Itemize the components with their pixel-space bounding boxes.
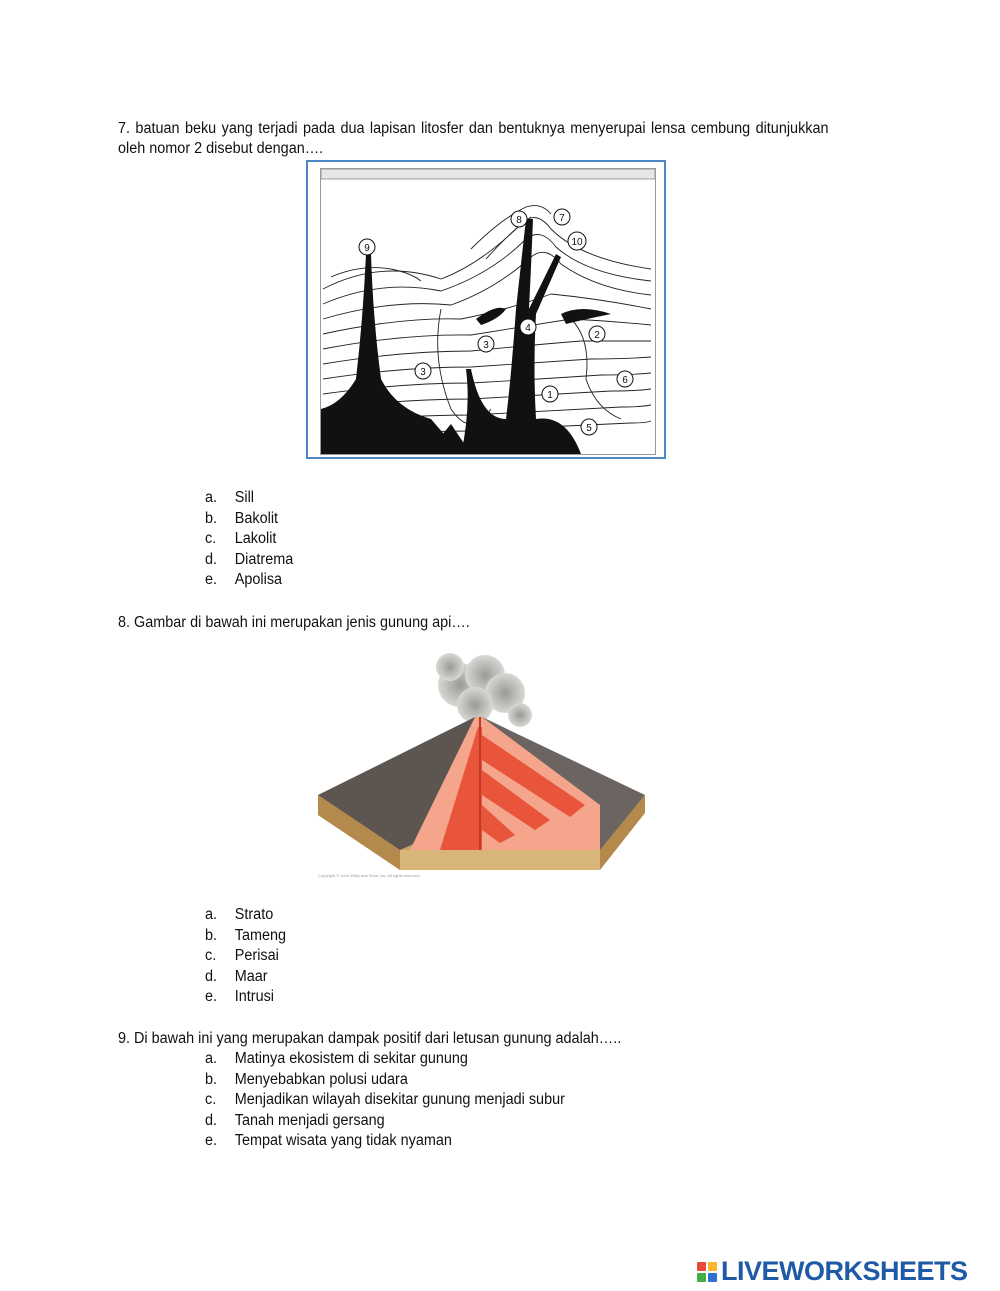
option-row[interactable]: a. Matinya ekosistem di sekitar gunung bbox=[205, 1050, 468, 1067]
figure-label: 9 bbox=[364, 243, 370, 254]
brand-name: LIVEWORKSHEETS bbox=[721, 1256, 968, 1286]
question-9-options bbox=[205, 1049, 565, 1152]
question-8-options bbox=[205, 905, 286, 1008]
figure-label: 5 bbox=[586, 423, 592, 434]
option-row[interactable]: d. Diatrema bbox=[205, 550, 294, 568]
question-8-text: 8. Gambar di bawah ini merupakan jenis gunung api…. bbox=[118, 614, 470, 631]
question-9-text: 9. Di bawah ini yang merupakan dampak positif dari letusan gunung adalah….. bbox=[118, 1030, 622, 1047]
option-row[interactable]: e. Tempat wisata yang tidak nyaman bbox=[205, 1132, 452, 1150]
question-7-text: 7. batuan beku yang terjadi pada dua lapisan litosfer dan bentuknya menyerupai lensa cembung ditunjukkan oleh nomor 2 disebut dengan…. bbox=[118, 120, 829, 157]
option-row[interactable]: a. Strato bbox=[205, 906, 274, 923]
figure-label: 1 bbox=[547, 390, 553, 401]
question-7-options bbox=[205, 488, 293, 591]
intrusion-diagram bbox=[306, 160, 666, 459]
option-row[interactable]: d. Maar bbox=[205, 967, 268, 985]
figure-label: 10 bbox=[571, 237, 583, 248]
figure-label: 2 bbox=[594, 330, 600, 341]
image-copyright: Copyright © John Wiley and Sons, Inc. All rights reserved. bbox=[318, 873, 421, 878]
option-row[interactable]: b. Bakolit bbox=[205, 509, 279, 527]
option-row[interactable]: c. Lakolit bbox=[205, 530, 277, 548]
stratovolcano-illustration bbox=[310, 645, 655, 885]
figure-label: 4 bbox=[525, 323, 531, 334]
option-row[interactable]: c. Menjadikan wilayah disekitar gunung menjadi subur bbox=[205, 1091, 565, 1109]
option-row[interactable]: b. Tameng bbox=[205, 926, 287, 944]
intrusion-diagram-drawing bbox=[321, 169, 655, 454]
volcano-drawing bbox=[310, 645, 655, 885]
figure-label: 7 bbox=[559, 213, 565, 224]
option-row[interactable]: e. Apolisa bbox=[205, 571, 283, 589]
option-row[interactable]: c. Perisai bbox=[205, 947, 279, 965]
option-row[interactable]: e. Intrusi bbox=[205, 988, 275, 1006]
option-row[interactable]: a. Sill bbox=[205, 489, 254, 506]
figure-label: 6 bbox=[622, 375, 628, 386]
logo-icon bbox=[697, 1262, 717, 1282]
option-row[interactable]: d. Tanah menjadi gersang bbox=[205, 1111, 385, 1129]
liveworksheets-logo[interactable] bbox=[697, 1256, 968, 1287]
figure-label: 3 bbox=[420, 367, 426, 378]
option-row[interactable]: b. Menyebabkan polusi udara bbox=[205, 1070, 408, 1088]
figure-label: 8 bbox=[516, 215, 522, 226]
figure-label: 3 bbox=[483, 340, 489, 351]
